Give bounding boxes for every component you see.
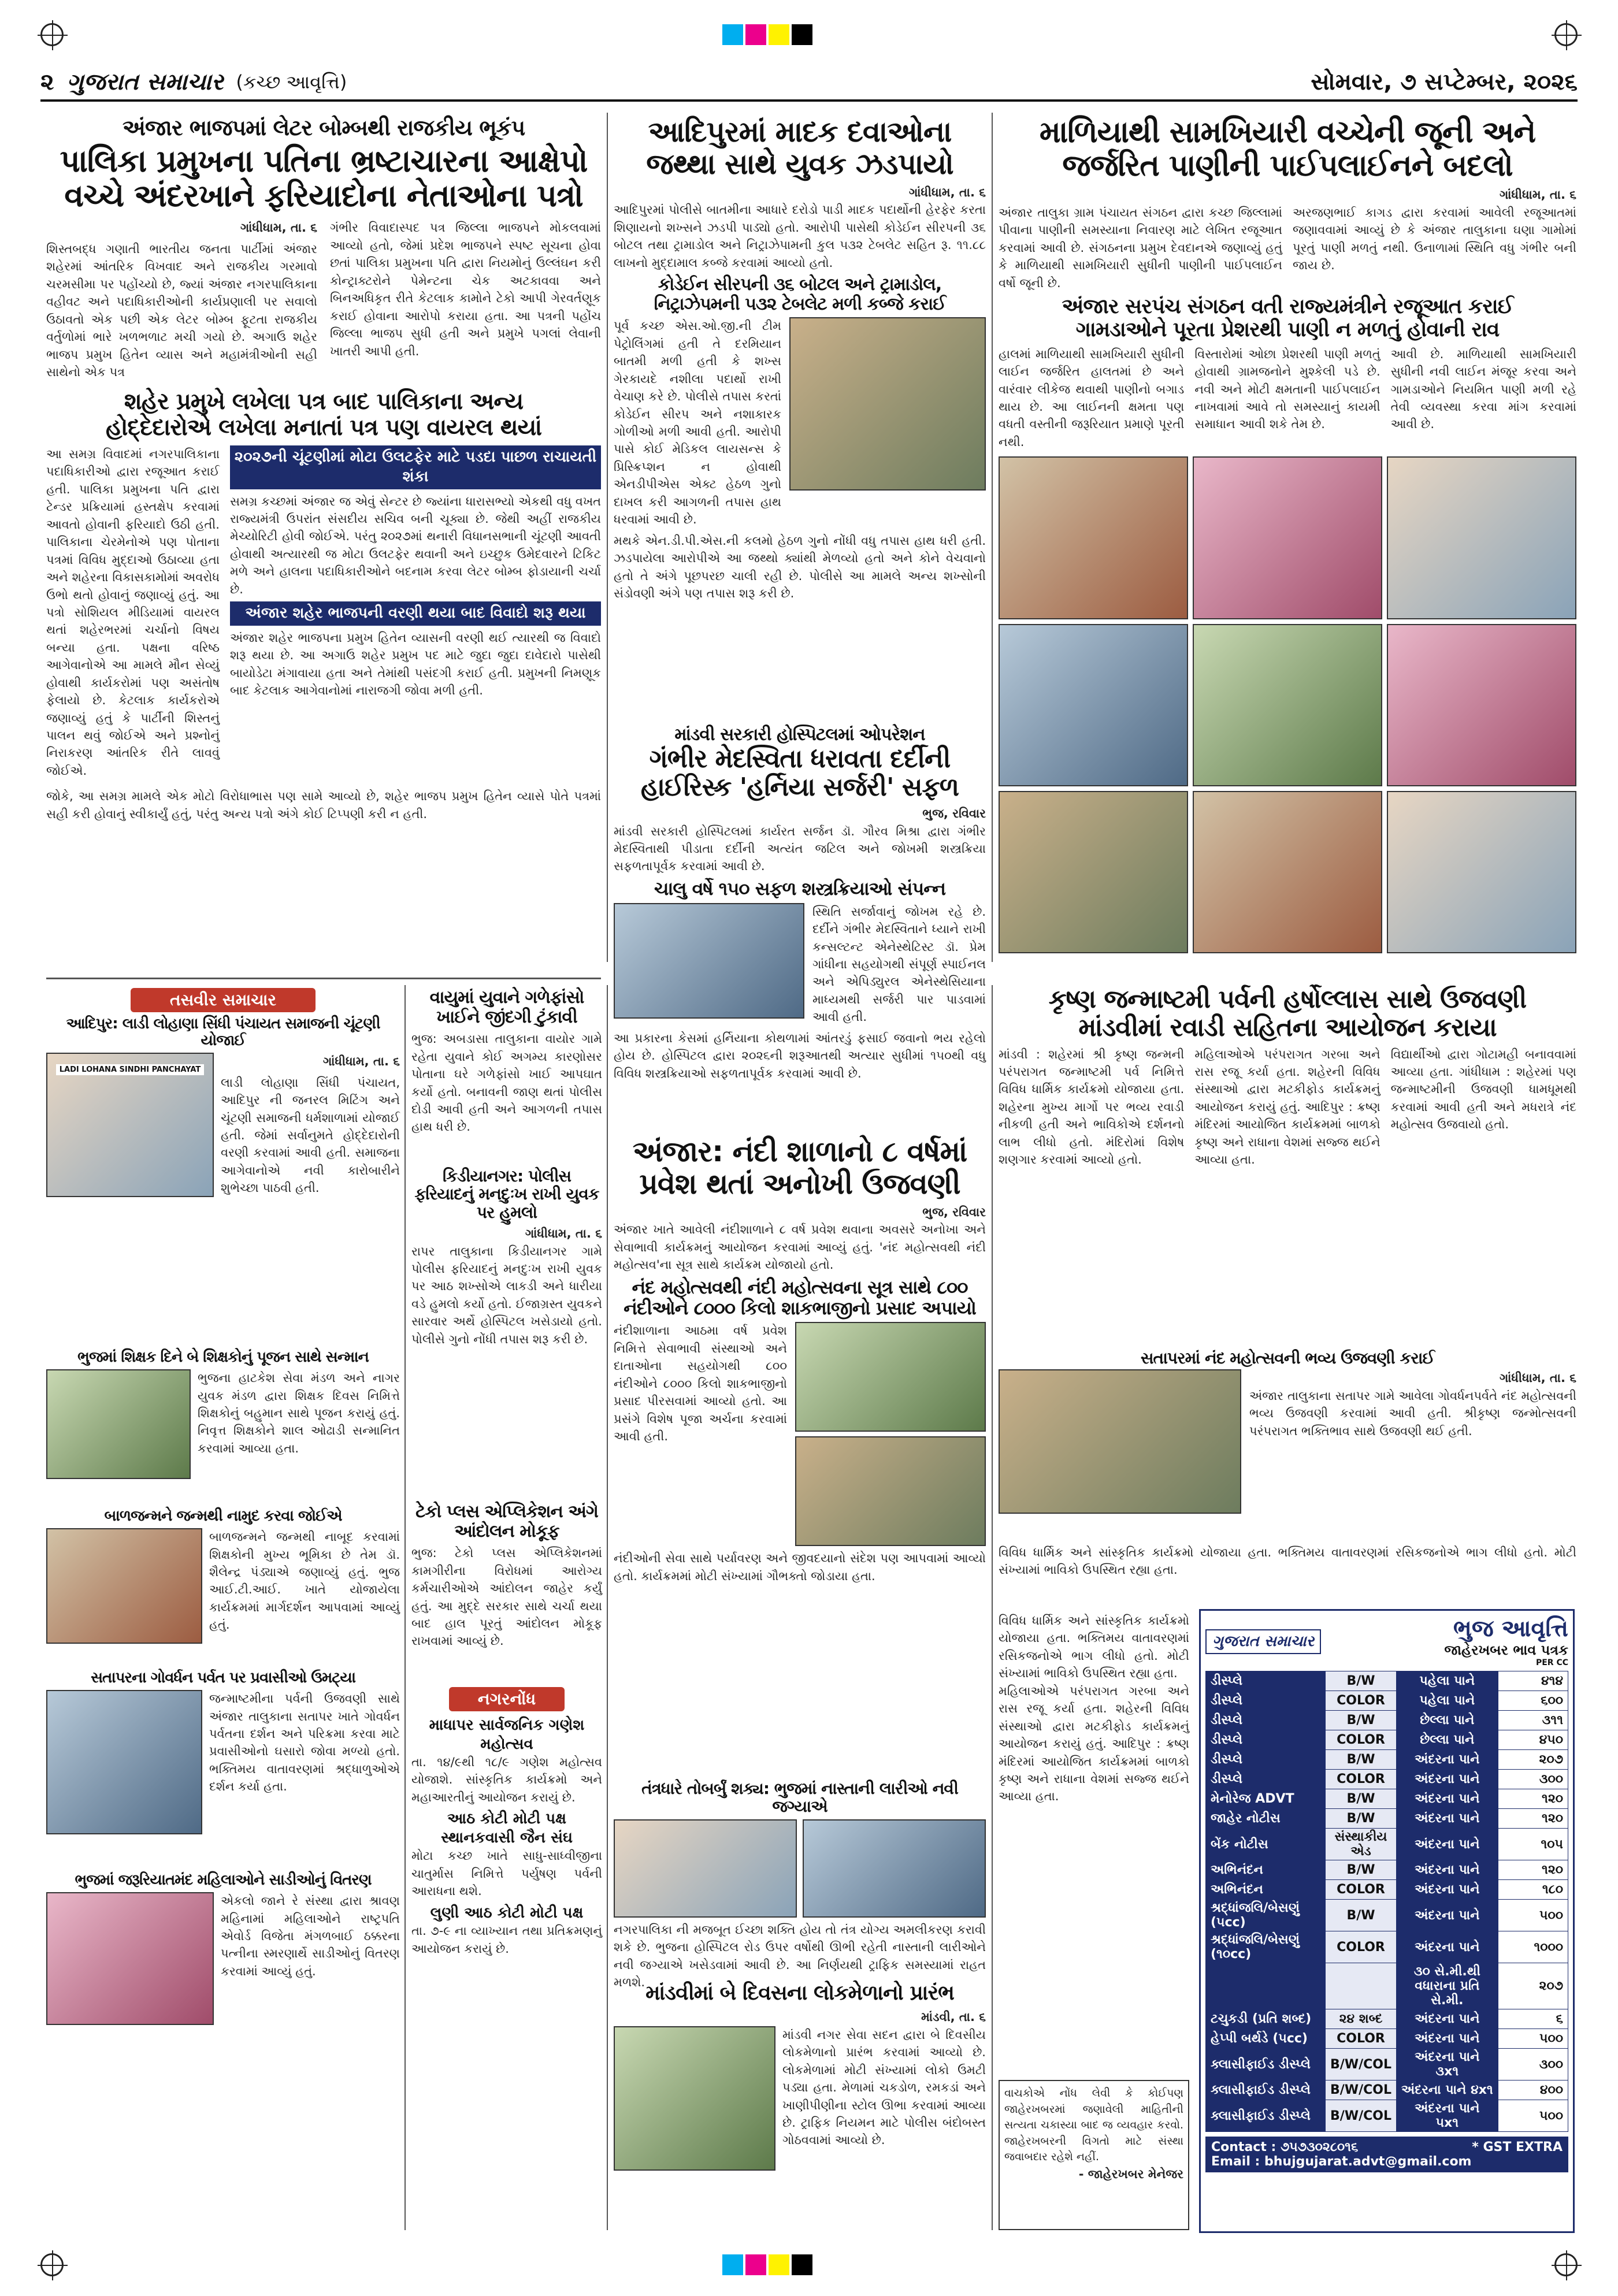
- ad-rate-cell: COLOR: [1326, 1770, 1397, 1789]
- festival-photo: [1193, 791, 1382, 953]
- teacher-body: ભુજના હાટકેશ સેવા મંડળ અને નાગર યુવક મંડળ દ્વારા શિક્ષક દિવસ નિમિત્તે શિક્ષકોનું બહુમાન સાથે પૂજન કરાયું હતું. નિવૃત્ત શિક્ષકોને શાલ ઓઢાડી સન્માનિત કરવામાં આવ્યા હતા.: [198, 1371, 400, 1455]
- ad-rate-row: [1206, 1750, 1568, 1770]
- city-note-body: મોટા કચ્છ ખાતે સાધુ-સાધ્વીજીના ચાતુર્માસ નિમિત્તે પર્યુષણ પર્વની આરાધના થશે.: [411, 1849, 602, 1899]
- adipur-drugs-story: [614, 116, 986, 722]
- ad-rate-row: [1206, 1900, 1568, 1931]
- photo-news-body: લાડી લોહાણા સિંધી પંચાયત, આદિપુર ની જનરલ મિટિંગ અને ચૂંટણી સમાજની ધર્મશાળામાં યોજાઈ હતી. જેમાં સર્વાનુમતે હોદ્દેદારોની વરણી કરવામાં આવી હતી. સમાજના આગેવાનોએ નવી કારોબારીને શુભેચ્છા પાઠવી હતી.: [221, 1075, 400, 1195]
- ad-rate-cell: ૧૮૦: [1498, 1880, 1568, 1900]
- ad-rate-cell: ૪૦૦: [1498, 2080, 1568, 2100]
- photo-news-headline: આદિપુર: લાડી લોહાણા સિંધી પંચાયત સમાજની ચૂંટણી યોજાઈ: [66, 1015, 380, 1050]
- photo-news-dateline: ગાંધીધામ, તા. ૬: [322, 1054, 400, 1069]
- accused-photo: [789, 317, 986, 491]
- children-story: [46, 1508, 400, 1664]
- ad-rate-cell: ૬૦૦: [1498, 1691, 1568, 1711]
- column-rule: [607, 985, 608, 2230]
- ad-rate-cell: B/W: [1326, 1860, 1397, 1880]
- ad-rate-table: [1205, 1671, 1568, 2132]
- reader-notice-body: વાચકોએ નોંધ લેવી કે કોઈપણ જાહેરખબરમાં જણાવેલી માહિતીની સત્યતા ચકાસ્યા બાદ જ વ્યવહાર કરવો. જાહેરખબરની વિગતો માટે સંસ્થા જવાબદાર રહેશે નહીં.: [1004, 2087, 1183, 2164]
- food-cart-photo: [803, 1819, 986, 1918]
- ad-rate-row: [1206, 2100, 1568, 2132]
- ad-rate-cell: ડીસ્પ્લે: [1206, 1671, 1326, 1691]
- pipeline-body: અંજાર તાલુકા ગ્રામ પંચાયત સંગઠન દ્વારા કચ્છ જિલ્લામાં પીવાના પાણીની સમસ્યાના નિવારણ માટે લેખિત રજૂઆત કરવામાં આવી છે. સંગઠનના પ્રમુખ દેવદાનએ જણાવ્યું હતું કે માળિયાથી સામખિયારી સુધીની પાણીની પાઈપલાઈન વર્ષો જૂની છે.: [999, 205, 1282, 290]
- ad-rate-cell: COLOR: [1326, 1691, 1397, 1711]
- ad-rate-cell: B/W: [1326, 1789, 1397, 1809]
- janmashtami-body: મહિલાઓએ પરંપરાગત ગરબા અને રાસ રજૂ કર્યા હતા. શહેરની વિવિધ સંસ્થાઓ દ્વારા મટકીફોડ કાર્યક્રમનું આયોજન કરાયું હતું. આદિપુર : ક્રષ્ણ મંદિરમાં આયોજિત કાર્યક્રમમાં બાળકો કૃષ્ણ અને રાધાના વેશમાં સજ્જ થઈને આવ્યા હતા.: [1194, 1047, 1381, 1167]
- ad-rate-cell: ૩૦ સે.મી.થી વધારાના પ્રતિ સે.મી.: [1397, 1963, 1498, 2009]
- ad-rate-cell: અંદરના પાને: [1397, 2009, 1498, 2029]
- ad-rate-cell: ૨૪ શબ્દ: [1326, 2009, 1397, 2029]
- ad-rate-cell: ૨૦૭: [1498, 1963, 1568, 2009]
- adipur-subhead: કોડેઈન સીરપની ૩૬ બોટલ અને ટ્રામાડોલ, નિટ્રાઝેપમની ૫૩૨ ટેબલેટ મળી કબ્જે કરાઈ: [654, 274, 946, 314]
- ad-rate-cell: ૩૦૦: [1498, 2049, 1568, 2080]
- sarees-story: [46, 1872, 400, 2230]
- masthead: [40, 65, 1578, 102]
- kidia-headline: કિડીયાનગર: પોલીસ ફરિયાદનું મનદુઃખ રાખી યુવક પર હુમલો: [414, 1166, 599, 1222]
- hernia-dateline: ભુજ, રવિવાર: [922, 807, 986, 821]
- registration-mark-bottom-left: [40, 2253, 64, 2276]
- ad-rate-cell: ૫૦૦: [1498, 2029, 1568, 2049]
- adipur-body: આદિપુરમાં પોલીસે બાતમીના આધારે દરોડો પાડી માદક પદાર્થોની હેરફેર કરતા શિણાયનો શખ્સને ઝડપી પાડ્યો હતો. આરોપી પાસેથી કોડેઈન સીરપની ૩૬ બોટલ તથા ટ્રામાડોલ અને નિટ્રાઝેપામની કુલ ૫૩૨ ટેબલેટ સહિત રૂ. ૧૧.૮૮ લાખનો મુદ્દામાલ કબ્જે કરવામાં આવ્યો હતો.: [614, 203, 986, 270]
- page-number: ૨: [40, 69, 54, 95]
- ad-rate-cell: B/W: [1326, 1809, 1397, 1829]
- ad-rate-cell: [1206, 1963, 1326, 2009]
- ad-rate-cell: ૧૨૦: [1498, 1860, 1568, 1880]
- ad-rate-cell: અંદરના પાને ૩x૧: [1397, 2049, 1498, 2080]
- adipur-dateline: ગાંધીધામ, તા. ૬: [908, 185, 986, 199]
- ad-rate-cell: ક્લાસીફાઈડ ડીસ્પ્લે: [1206, 2080, 1326, 2100]
- festival-photo: [1193, 456, 1382, 619]
- ad-rate-cell: ક્લાસીફાઈડ ડીસ્પ્લે: [1206, 2049, 1326, 2080]
- color-bar-top: [722, 24, 812, 45]
- ad-rate-cell: અંદરના પાને: [1397, 2029, 1498, 2049]
- nandi-body: નંદીશાળાના આઠમા વર્ષ પ્રવેશ નિમિત્તે સેવાભાવી સંસ્થાઓ અને દાતાઓના સહયોગથી ૮૦૦ નંદીઓને ૮૦૦૦ કિલો શાકભાજીનો પ્રસાદ પીરસવામાં આવ્યો હતો. આ પ્રસંગે વિશેષ પૂજા અર્ચના કરવામાં આવી હતી.: [614, 1324, 787, 1444]
- ad-rate-cell: COLOR: [1326, 2029, 1397, 2049]
- hernia-headline-line2: હાઈરિસ્ક 'હર્નિયા સર્જરી' સફળ: [640, 772, 959, 802]
- ad-rate-cell: ૪૫૦: [1498, 1730, 1568, 1750]
- ad-rate-cell: અંદરના પાને: [1397, 1900, 1498, 1931]
- ad-rate-row: [1206, 1931, 1568, 1963]
- hernia-kicker: માંડવી સરકારી હોસ્પિટલમાં ઓપરેશન: [674, 725, 925, 745]
- ad-contact-label: Contact :: [1211, 2140, 1276, 2154]
- ad-rate-cell: COLOR: [1326, 1880, 1397, 1900]
- pipeline-dateline: ગાંધીધામ, તા. ૬: [1499, 188, 1576, 202]
- sarees-photo: [46, 1892, 214, 2025]
- festival-photo: [1387, 456, 1576, 619]
- festival-photo: [1193, 624, 1382, 786]
- ad-rate-cell: ૧૨૦: [1498, 1789, 1568, 1809]
- food-cart-headline: તંત્રધારે તોબર્બું શક્ય: ભુજમાં નાસ્તાની લારીઓ નવી જગ્યાએ: [641, 1779, 958, 1816]
- adipur-headline-line1: આદિપુરમાં માદક દવાઓના: [648, 115, 952, 148]
- ad-rate-cell: અંદરના પાને ૫x૧: [1397, 2100, 1498, 2132]
- nandi-body: નંદીઓની સેવા સાથે પર્યાવરણ અને જીવદયાનો સંદેશ પણ આપવામાં આવ્યો હતો. કાર્યક્રમમાં મોટી સંખ્યામાં ગૌભક્તો જોડાયા હતા.: [614, 1551, 986, 1583]
- hernia-body: માંડવી સરકારી હોસ્પિટલમાં કાર્યરત સર્જન ડૉ. ગૌરવ મિશ્રા દ્વારા ગંભીર મેદસ્વિતાથી પીડાતા દર્દીની અત્યંત જટિલ અને જોખમી શસ્ત્રક્રિયા સફળતાપૂર્વક કરવામાં આવી છે.: [614, 824, 986, 874]
- nand-mahotsav-dateline: ગાંધીધામ, તા. ૬: [1499, 1371, 1576, 1385]
- adipur-headline-line2: જથ્થા સાથે યુવક ઝડપાયો: [646, 147, 953, 181]
- nandi-body: અંજાર ખાતે આવેલી નંદીશાળાને ૮ વર્ષ પ્રવેશ થવાના અવસરે અનોખા અને સેવાભાવી કાર્યક્રમનું આયોજન કરવામાં આવ્યું હતું. 'નંદ મહોત્સવથી નંદી મહોત્સવ'ના સૂત્ર સાથે કાર્યક્રમ યોજાયો હતો.: [614, 1223, 986, 1272]
- festival-photo: [1387, 791, 1576, 953]
- color-bar-bottom: [722, 2254, 812, 2275]
- lead-subhead-line2: હોદ્દેદારોએ લખેલા મનાતાં પત્ર પણ વાયરલ થયાં: [105, 414, 542, 441]
- ad-edition-title: ભુજ આવૃત્તિ: [1453, 1615, 1568, 1642]
- city-note-body: તા. ૧૪/૯થી ૧૮/૯ ગણેશ મહોત્સવ યોજાશે. સાંસ્કૃતિક કાર્યક્રમો અને મહાઆરતીનું આયોજન કરાયું છે.: [411, 1755, 602, 1804]
- hernia-body: આ પ્રકારના કેસમાં હર્નિયાના કોથળામાં આંતરડું ફસાઈ જવાનો ભય રહેલો હોય છે. હોસ્પિટલ દ્વારા ૨૦૨૬ની શરૂઆતથી અત્યાર સુધીમાં ૧૫૦થી વધુ વિવિધ શસ્ત્રક્રિયાઓ સફળતાપૂર્વક કરવામાં આવી છે.: [614, 1031, 986, 1080]
- hernia-headline-line1: ગંભીર મેદસ્વિતા ધરાવતા દર્દીની: [649, 744, 951, 774]
- pipeline-story: [999, 116, 1576, 959]
- tekko-body: ભુજ: ટેકો પ્લસ એપ્લિકેશનમાં કામગીરીના વિરોધમાં આરોગ્ય કર્મચારીઓએ આંદોલન જાહેર કર્યું હતું. આ મુદ્દે સરકાર સાથે ચર્ચા થયા બાદ હાલ પૂરતું આંદોલન મોકૂફ રાખવામાં આવ્યું છે.: [411, 1546, 602, 1648]
- column-rule: [992, 113, 993, 962]
- ad-rate-row: [1206, 1880, 1568, 1900]
- ad-rate-cell: મેનોરેજ ADVT: [1206, 1789, 1326, 1809]
- sarees-body: એકલો જાને રે સંસ્થા દ્વારા શ્રાવણ મહિનામાં મહિલાઓને રાષ્ટ્રપતિ એવોર્ડ વિજેતા મંગળબાઈ ઠક્કરના પત્નીના સ્મરણાર્થે સાડીઓનું વિતરણ કરવામાં આવ્યું હતું.: [221, 1894, 400, 1978]
- children-body: બાળજન્મને જન્મથી નાબૂદ કરવામાં શિક્ષકોની મુખ્ય ભૂમિકા છે તેમ ડૉ. શૈલેન્દ્ર પંડ્યાએ જણાવ્યું હતું. ભુજ આઈ.ટી.આઈ. ખાતે યોજાયેલા કાર્યક્રમમાં માર્ગદર્શન આપવામાં આવ્યું હતું.: [209, 1530, 400, 1632]
- ad-rate-row: [1206, 1809, 1568, 1829]
- ad-rate-row: [1206, 2029, 1568, 2049]
- ad-unit-label: PER CC: [1535, 1658, 1568, 1667]
- section-rule: [46, 978, 601, 979]
- ad-rate-cell: ૩૦૦: [1498, 1770, 1568, 1789]
- festival-photo: [999, 791, 1188, 953]
- ad-rate-cell: અંદરના પાને ૪x૧: [1397, 2080, 1498, 2100]
- city-note-title: આઠ કોટી મોટી પક્ષ સ્થાનકવાસી જૈન સંઘ: [440, 1810, 573, 1847]
- pipeline-headline-line1: માળિયાથી સામખિયારી વચ્ચેની જૂની અને: [1039, 115, 1536, 150]
- ad-rate-cell: શ્રદ્ધાંજલિ/બેસણું (૧૦cc): [1206, 1931, 1326, 1963]
- ad-rate-row: [1206, 1829, 1568, 1860]
- nandi-headline-line2: પ્રવેશ થતાં અનોખી ઉજવણી: [639, 1167, 960, 1201]
- festival-photo: [999, 456, 1188, 619]
- satapar-headline: સતાપરના ગોવર્ધન પર્વત પર પ્રવાસીઓ ઉમટ્યા: [90, 1669, 356, 1686]
- ad-rate-cell: COLOR: [1326, 1931, 1397, 1963]
- city-note-title: લુણી આઠ કોટી મોટી પક્ષ: [430, 1904, 584, 1922]
- ad-rate-cell: અંદરના પાને: [1397, 1750, 1498, 1770]
- ad-rate-cell: B/W/COL: [1326, 2100, 1397, 2132]
- ad-rate-cell: સંસ્થાકીય એડ: [1326, 1829, 1397, 1860]
- ad-rate-cell: પહેલા પાને: [1397, 1671, 1498, 1691]
- ad-rate-cell: B/W: [1326, 1750, 1397, 1770]
- pipeline-body: આવી છે. માળિયાથી સામખિયારી સુધીની નવી લાઈન મંજૂર કરવા અને ગામડાઓને નિયમિત પાણી મળી રહે તેવી વ્યવસ્થા કરવા માંગ કરવામાં આવી છે.: [1390, 347, 1576, 432]
- anjar-box-body: અંજાર શહેર ભાજપના પ્રમુખ હિતેન વ્યાસની વરણી થઈ ત્યારથી જ વિવાદો શરૂ થયા છે. આ અગાઉ શહેર પ્રમુખ પદ માટે જુદા જુદા દાવેદારો પાસેથી બાયોડેટા મંગાવાયા હતા અને તેમાંથી પસંદગી કરાઈ હતી. પ્રમુખની નિમણૂક બાદ કેટલાક આગેવાનોમાં નારાજગી જોવા મળી હતી.: [230, 631, 601, 698]
- hernia-subhead: ચાલુ વર્ષે ૧૫૦ સફળ શસ્ત્રક્રિયાઓ સંપન્ન: [654, 877, 946, 900]
- satapar-photo: [46, 1690, 202, 1834]
- ad-rate-cell: ૫૦૦: [1498, 2100, 1568, 2132]
- ad-rate-cell: [1326, 1963, 1397, 2009]
- nandi-story: [614, 1135, 986, 1771]
- election-box-body: સમગ્ર કચ્છમાં અંજાર જ એવું સેન્ટર છે જ્યાંના ધારાસભ્યો એકથી વધુ વખત રાજ્યમંત્રી ઉપરાંત સંસદીય સચિવ બની ચૂક્યા છે. જેથી અહીં રાજકીય મેચ્યોરિટી હોવી જોઈએ. પરંતુ ૨૦૨૭માં થનારી વિધાનસભાની ચૂંટણી આવતી હોવાથી અત્યારથી જ મોટા ઉલટફેર થવાની અને ઇચ્છુક ઉમેદવારને ટિકિટ મળે અને હાલના પદાધિકારીઓને બદનામ કરવા લેટર બોમ્બ ફોડાયાની ચર્ચા છે.: [230, 494, 601, 596]
- photo-news: [46, 988, 400, 1346]
- ad-rate-cell: B/W/COL: [1326, 2049, 1397, 2080]
- ad-rate-cell: ૨૦૭: [1498, 1750, 1568, 1770]
- ad-rate-row: [1206, 1711, 1568, 1730]
- panchayat-photo: [46, 1053, 214, 1197]
- janmashtami-body: માંડવી : શહેરમાં શ્રી કૃષ્ણ જન્મની પરંપરાગત જન્માષ્ટમી પર્વ નિમિત્તે વિવિધ ધાર્મિક કાર્યક્રમો યોજાયા હતા. શહેરના મુખ્ય માર્ગો પર ભવ્ય રવાડી નીકળી હતી અને ભાવિકોએ દર્શનનો લાભ લીધો હતો. મંદિરોમાં વિશેષ શણગાર કરવામાં આવ્યો હતો.: [999, 1047, 1185, 1167]
- ad-rate-cell: B/W/COL: [1326, 2080, 1397, 2100]
- ad-rate-cell: ૧૦૦૦: [1498, 1931, 1568, 1963]
- nand-mahotsav-continued: [999, 1544, 1576, 1602]
- ad-rate-cell: અંદરના પાને: [1397, 1809, 1498, 1829]
- registration-mark-bottom-right: [1554, 2253, 1578, 2276]
- kidia-body: રાપર તાલુકાના કિડીયાનગર ગામે પોલીસ ફરિયાદનું મનદુઃખ રાખી યુવક પર આઠ શખ્સોએ લાકડી અને ધારીયા વડે હુમલો કર્યો હતો. ઈજાગ્રસ્ત યુવકને સારવાર અર્થે હોસ્પિટલ ખસેડાયો હતો. પોલીસે ગુનો નોંધી તપાસ શરૂ કરી છે.: [411, 1244, 602, 1346]
- ad-rate-cell: અંદરના પાને: [1397, 1931, 1498, 1963]
- ad-rate-row: [1206, 1770, 1568, 1789]
- ad-rate-cell: અંદરના પાને: [1397, 1770, 1498, 1789]
- pipeline-body: હાલમાં માળિયાથી સામખિયારી સુધીની લાઈન જર્જરિત હાલતમાં છે અને વારંવાર લીકેજ થવાથી પાણીનો બગાડ થાય છે. આ લાઈનની ક્ષમતા પણ વધતી વસ્તીની જરૂરિયાત પ્રમાણે પૂરતી નથી.: [999, 347, 1185, 449]
- ad-rate-cell: ડીસ્પ્લે: [1206, 1770, 1326, 1789]
- ad-rate-cell: ૩૧૧: [1498, 1711, 1568, 1730]
- ad-rate-cell: પહેલા પાને: [1397, 1691, 1498, 1711]
- extra-story-block: [999, 1612, 1189, 2068]
- lead-story: [46, 116, 601, 959]
- registration-mark-top-left: [40, 23, 64, 46]
- ad-email-label: Email :: [1211, 2154, 1260, 2169]
- janmashtami-headline-line1: કૃષ્ણ જન્માષ્ટમી પર્વની હર્ષોલ્લાસ સાથે ઉજવણી: [1048, 984, 1527, 1014]
- ad-rate-cell: અભિનંદન: [1206, 1860, 1326, 1880]
- nand-mahotsav-body: વિવિધ ધાર્મિક અને સાંસ્કૃતિક કાર્યક્રમો યોજાયા હતા. ભક્તિમય વાતાવરણમાં રસિકજનોએ ભાગ લીધો હતો. મોટી સંખ્યામાં ભાવિકો ઉપસ્થિત રહ્યા હતા.: [999, 1545, 1576, 1577]
- ad-email[interactable]: bhujgujarat.advt@gmail.com: [1264, 2154, 1472, 2169]
- lead-headline-line1: પાલિકા પ્રમુખના પતિના ભ્રષ્ટાચારના આક્ષેપો: [60, 142, 588, 179]
- ad-rate-cell: ૫૦૦: [1498, 1900, 1568, 1931]
- city-notes: [411, 1687, 602, 2230]
- food-cart-body: નગરપાલિકા ની મજબૂત ઈચ્છા શક્તિ હોય તો તંત્ર યોગ્ય અમલીકરણ કરાવી શકે છે. ભુજના હોસ્પિટલ રોડ ઉપર વર્ષોથી ઊભી રહેતી નાસ્તાની લારીઓને નવી જગ્યાએ ખસેડવામાં આવી છે. આ નિર્ણયથી ટ્રાફિક સમસ્યામાં રાહત મળશે.: [614, 1922, 986, 1990]
- ad-rate-row: [1206, 2049, 1568, 2080]
- ad-rate-cell: ટચુકડી (પ્રતિ શબ્દ): [1206, 2009, 1326, 2029]
- ad-rate-cell: અંદરના પાને: [1397, 1880, 1498, 1900]
- election-box-title: ૨૦૨૭ની ચૂંટણીમાં મોટા ઉલટફેર માટે પડદા પાછળ રાચાયતી શંકા: [230, 445, 601, 489]
- festival-photo: [1387, 624, 1576, 786]
- lead-sub-body: જોકે, આ સમગ્ર મામલે એક મોટો વિરોધાભાસ પણ સામે આવ્યો છે, શહેર ભાજપ પ્રમુખ હિતેન વ્યાસે પોતે પત્રમાં સહી કરી હોવાનું સ્વીકાર્યું હતું, પરંતુ અન્ય પત્રો અંગે કોઈ ટિપ્પણી કરી ન હતી.: [46, 789, 601, 821]
- ad-rate-cell: ડીસ્પ્લે: [1206, 1691, 1326, 1711]
- lead-body: શિસ્તબદ્ધ ગણાતી ભારતીય જનતા પાર્ટીમાં અંજાર શહેરમાં આંતરિક વિખવાદ અને રાજકીય ગરમાવો ચરમસીમા પર પહોંચ્યો છે, જ્યાં અંજાર નગરપાલિકાના વહીવટ અને પદાધિકારીઓની કાર્યપ્રણાલી પર સવાલો ઉઠાવતો એક પછી એક લેટર બોમ્બ ફૂટતા રાજકીય વર્તુળોમાં ભારે ખળભળાટ મચી ગયો છે. અગાઉ શહેર ભાજપ પ્રમુખ હિતેન વ્યાસ અને મહામંત્રીઓની સહી સાથેનો એક પત્ર: [46, 242, 317, 379]
- pipeline-subhead-2: ગામડાઓને પૂરતા પ્રેશરથી પાણી ન મળતું હોવાની રાવ: [1075, 318, 1500, 342]
- children-headline: બાળજન્મને જન્મથી નામુદ કરવા જોઈએ: [104, 1507, 342, 1525]
- adipur-body: પૂર્વ કચ્છ એસ.ઓ.જી.ની ટીમ પેટ્રોલિંગમાં હતી તે દરમિયાન બાતમી મળી હતી કે શખ્સ ગેરકાયદે નશીલા પદાર્થો રાખી વેચાણ કરે છે. પોલીસે તપાસ કરતાં કોડેઈન સીરપ અને નશાકારક ગોળીઓ મળી આવી હતી. આરોપી પાસે કોઈ મેડિકલ લાયસન્સ કે પ્રિસ્ક્રિપ્શન ન હોવાથી એનડીપીએસ એક્ટ હેઠળ ગુનો દાખલ કરી આગળની તપાસ હાથ ધરવામાં આવી છે.: [614, 319, 781, 527]
- ad-contact-number: ૭૫૭૩૦૨૮૦૧૬: [1280, 2140, 1359, 2154]
- food-cart-story: [614, 1779, 986, 1990]
- ad-rate-cell: છેલ્લા પાને: [1397, 1711, 1498, 1730]
- edition-label: (કચ્છ આવૃત્તિ): [236, 70, 347, 93]
- food-cart-photo: [614, 1819, 797, 1918]
- satapar-tourists-story: [46, 1670, 400, 1866]
- reader-notice-sign: - જાહેરખબર મેનેજર: [1078, 2167, 1183, 2181]
- tekko-headline: ટેકો પ્લસ એપ્લિકેશન અંગે આંદોલન મોકૂફ: [415, 1502, 598, 1541]
- ad-rate-cell: COLOR: [1326, 1730, 1397, 1750]
- festival-photo: [999, 624, 1188, 786]
- ad-rate-cell: છેલ્લા પાને: [1397, 1730, 1498, 1750]
- hernia-body: સ્થિતિ સર્જાવાનું જોખમ રહે છે. દર્દીને ગંભીર મેદસ્વિતાને ધ્યાને રાખી કન્સલ્ટન્ટ એનેસ્થેટિસ્ટ ડૉ. પ્રેમ ગાંધીના સહયોગથી સંપૂર્ણ સ્પાઈનલ અને એપિડ્યુરલ એનેસ્થેસિયાના માધ્યમથી સર્જરી પાર પાડવામાં આવી હતી.: [812, 904, 986, 1024]
- ad-rate-cell: ૪૧૪: [1498, 1671, 1568, 1691]
- ad-rate-cell: જાહેર નોટીસ: [1206, 1809, 1326, 1829]
- ad-rate-cell: અભિનંદન: [1206, 1880, 1326, 1900]
- satapar-body: જન્માષ્ટમીના પર્વની ઉજવણી સાથે અંજાર તાલુકાના સતાપર ખાતે ગોવર્ધન પર્વતના દર્શન અને પરિક્રમા કરવા માટે પ્રવાસીઓનો ઘસારો જોવા મળ્યો હતો. ભક્તિમય વાતાવરણમાં શ્રદ્ધાળુઓએ દર્શન કર્યા હતા.: [209, 1692, 400, 1794]
- issue-date: સોમવાર, ૭ સપ્ટેમ્બર, ૨૦૨૬: [1311, 69, 1578, 95]
- fair-photo: [614, 2026, 775, 2171]
- ad-rate-cell: હેપ્પી બર્થડે (૫cc): [1206, 2029, 1326, 2049]
- lead-kicker: અંજાર ભાજપમાં લેટર બોમ્બથી રાજકીય ભૂકંપ: [122, 115, 525, 140]
- ad-rate-card: [1199, 1609, 1575, 2233]
- mahotsav-photo: [999, 1369, 1241, 1514]
- hernia-story: [614, 725, 986, 1130]
- city-note-title: માધાપર સાર્વજનિક ગણેશ મહોત્સવ: [429, 1717, 585, 1753]
- registration-mark-top-right: [1554, 23, 1578, 46]
- ad-rate-cell: ડીસ્પ્લે: [1206, 1711, 1326, 1730]
- ad-rate-row: [1206, 1671, 1568, 1691]
- ad-rate-row: [1206, 1860, 1568, 1880]
- ad-rate-cell: B/W: [1326, 1711, 1397, 1730]
- teacher-photo: [46, 1369, 191, 1479]
- ad-rate-cell: ૧૦૫: [1498, 1829, 1568, 1860]
- janmashtami-story: [999, 985, 1576, 1343]
- ad-rate-row: [1206, 1730, 1568, 1750]
- nandi-subhead: નંદ મહોત્સવથી નંદી મહોત્સવના સૂત્ર સાથે ૮૦૦ નંદીઓને ૮૦૦૦ કિલો શાકભાજીનો પ્રસાદ અપાયો: [624, 1276, 976, 1319]
- nand-mahotsav-body: અંજાર તાલુકાના સતાપર ગામે આવેલા ગોવર્ધનપર્વતે નંદ મહોત્સવની ભવ્ય ઉજવણી કરવામાં આવી હતી. શ્રીકૃષ્ણ જન્મોત્સવની પરંપરાગત ભક્તિભાવ સાથે ઉજવણી થઈ હતી.: [1249, 1388, 1576, 1438]
- column-rule: [607, 113, 608, 962]
- paper-name: ગુજરાત સમાચાર: [66, 69, 224, 95]
- adipur-body: મથકે એન.ડી.પી.એસ.ની કલમો હેઠળ ગુનો નોંધી વધુ તપાસ હાથ ધરી હતી. ઝડપાયેલા આરોપીએ આ જથ્થો ક્યાંથી મેળવ્યો હતો અને કોને વેચવાનો હતો તે અંગે પૂછપરછ ચાલી રહી છે. પોલીસે આ મામલે અન્ય શખ્સોની સંડોવણી અંગે પણ તપાસ શરૂ કરી છે.: [614, 533, 986, 600]
- surgery-photo: [614, 903, 804, 1019]
- reader-notice: [999, 2080, 1189, 2230]
- sarees-headline: ભુજમાં જરૂરિયાતમંદ મહિલાઓને સાડીઓનું વિતરણ: [75, 1871, 372, 1889]
- ad-rate-cell: અંદરના પાને: [1397, 1829, 1498, 1860]
- lead-sub-body: આ સમગ્ર વિવાદમાં નગરપાલિકાના પદાધિકારીઓ દ્વારા રજૂઆત કરાઈ હતી. પાલિકા પ્રમુખના પતિ દ્વારા ટેન્ડર પ્રક્રિયામાં હસ્તક્ષેપ કરવામાં આવતો હોવાની ફરિયાદો ઉઠી હતી. પાલિકાના ચેરમેનોએ પણ પોતાના પત્રમાં વિવિધ મુદ્દાઓ ઉઠાવ્યા હતા અને શહેરના વિકાસકામોમાં અવરોધ ઉભો થતો હોવાનું જણાવ્યું હતું. આ પત્રો સોશિયલ મીડિયામાં વાયરલ થતાં શહેરભરમાં ચર્ચાનો વિષય બન્યા હતા. પક્ષના વરિષ્ઠ આગેવાનોએ આ મામલે મૌન સેવ્યું હોવાથી કાર્યકરોમાં પણ અસંતોષ ફેલાયો છે. કેટલાક કાર્યકરોએ જણાવ્યું હતું કે પાર્ટીની શિસ્તનું પાલન થવું જોઈએ અને પ્રશ્નોનું નિરાકરણ આંતરિક રીતે લાવવું જોઈએ.: [46, 447, 220, 778]
- anjar-box-title: અંજાર શહેર ભાજપની વરણી થયા બાદ વિવાદો શરૂ થયા: [230, 601, 601, 626]
- ad-rate-row: [1206, 1963, 1568, 2009]
- cattle-feeding-photo: [795, 1436, 986, 1546]
- kidia-dateline: ગાંધીધામ, તા. ૬: [525, 1227, 602, 1241]
- column-rule: [992, 985, 993, 2230]
- city-note-body: તા. ૭-૯ ના વ્યાખ્યાન તથા પ્રતિક્રમણનું આયોજન કરાયું છે.: [411, 1924, 602, 1956]
- fair-body: માંડવી નગર સેવા સદન દ્વારા બે દિવસીય લોકમેળાનો પ્રારંભ કરવામાં આવ્યો છે. લોકમેળામાં મોટી સંખ્યામાં લોકો ઉમટી પડ્યા હતા. મેળામાં ચકડોળ, રમકડાં અને ખાણીપીણીના સ્ટોલ ઊભા કરવામાં આવ્યા છે. ટ્રાફિક નિયમન માટે પોલીસ બંદોબસ્ત ગોઠવવામાં આવ્યો છે.: [782, 2027, 986, 2148]
- nandi-headline-line1: અંજાર: નંદી શાળાનો ૮ વર્ષમાં: [632, 1135, 967, 1168]
- ad-gst-note: * GST EXTRA: [1472, 2140, 1563, 2154]
- pipeline-body: વિસ્તારોમાં ઓછા પ્રેશરથી પાણી મળતું હોવાથી ગ્રામજનોને મુશ્કેલી પડે છે. નવી અને મોટી ક્ષમતાની પાઈપલાઈન નાખવામાં આવે તો સમસ્યાનું કાયમી સમાધાન આવી શકે તેમ છે.: [1194, 347, 1381, 432]
- ad-rate-cell: B/W: [1326, 1900, 1397, 1931]
- children-photo: [46, 1528, 202, 1644]
- kidia-story: [411, 1167, 602, 1496]
- nand-mahotsav-story: [999, 1349, 1576, 1540]
- ad-rate-cell: બેંક નોટીસ: [1206, 1829, 1326, 1860]
- pipeline-body: અરજણભાઈ કાગડ દ્વારા કરવામાં આવેલી રજૂઆતમાં જણાવવામાં આવ્યું છે કે અંજાર તાલુકાના ઘણા ગામોમાં પૂરતું પાણી મળતું નથી. ઉનાળામાં સ્થિતિ વધુ ગંભીર બની જાય છે.: [1293, 205, 1576, 273]
- nandi-dateline: ભુજ, રવિવાર: [922, 1205, 986, 1219]
- ad-rate-cell: અંદરના પાને: [1397, 1860, 1498, 1880]
- ad-rate-cell: B/W: [1326, 1671, 1397, 1691]
- vayu-body: ભુજ: અબડાસા તાલુકાના વાયોર ગામે રહેતા યુવાને કોઈ અગમ્ય કારણોસર પોતાના ઘરે ગળેફાંસો ખાઈ આપઘાત કર્યો હતો. બનાવની જાણ થતાં પોલીસ દોડી આવી હતી અને આગળની તપાસ હાથ ધરી છે.: [411, 1032, 602, 1134]
- janmashtami-body: વિવિધ ધાર્મિક અને સાંસ્કૃતિક કાર્યક્રમો યોજાયા હતા. ભક્તિમય વાતાવરણમાં રસિકજનોએ ભાગ લીધો હતો. મોટી સંખ્યામાં ભાવિકો ઉપસ્થિત રહ્યા હતા.: [999, 1614, 1189, 1681]
- panchayat-banner: LADI LOHANA SINDHI PANCHAYAT: [56, 1064, 205, 1075]
- lead-headline-line2: વચ્ચે અંદરખાને ફરિયાદોના નેતાઓના પત્રો: [64, 177, 583, 214]
- nand-mahotsav-headline: સતાપરમાં નંદ મહોત્સવની ભવ્ય ઉજવણી કરાઈ: [1140, 1348, 1435, 1368]
- ad-rate-cell: ક્લાસીફાઈડ ડીસ્પ્લે: [1206, 2100, 1326, 2132]
- column-rule: [404, 985, 406, 2230]
- ad-rate-subtitle: જાહેરખબર ભાવ પત્રક: [1444, 1642, 1568, 1658]
- teacher-headline: ભુજમાં શિક્ષક દિને બે શિક્ષકોનું પૂજન સાથે સન્માન: [77, 1348, 369, 1366]
- pipeline-subhead-1: અંજાર સરપંચ સંગઠન વતી રાજ્યમંત્રીને રજૂઆત કરાઈ: [1062, 295, 1513, 319]
- cattle-feeding-photo: [795, 1322, 986, 1432]
- janmashtami-headline-line2: માંડવીમાં રવાડી સહિતના આયોજન કરાયા: [1078, 1013, 1497, 1043]
- lead-subhead-line1: શહેર પ્રમુખે લખેલા પત્ર બાદ પાલિકાના અન્ય: [124, 388, 524, 415]
- ad-rate-cell: ૬: [1498, 2009, 1568, 2029]
- ad-rate-row: [1206, 1789, 1568, 1809]
- city-notes-label: નગરનોંધ: [449, 1687, 565, 1711]
- ad-rate-row: [1206, 2009, 1568, 2029]
- pipeline-headline-line2: જર્જરિત પાણીની પાઈપલાઈનને બદલો: [1062, 148, 1513, 184]
- tekko-story: [411, 1502, 602, 1675]
- janmashtami-body: વિદ્યાર્થીઓ દ્વારા ગોટામહી બનાવવામાં આવ્યા હતા. ગાંધીધામ : શહેરમાં પણ જન્માષ્ટમીની ઉજવણી ધામધૂમથી કરવામાં આવી હતી અને મધરાત્રે નંદ મહોત્સવ ઉજવાયો હતો.: [1390, 1047, 1576, 1132]
- vayu-headline: વાયુમાં યુવાને ગળેફાંસો ખાઈને જીંદગી ટુંકાવી: [429, 987, 584, 1027]
- ad-rate-cell: ડીસ્પ્લે: [1206, 1750, 1326, 1770]
- ad-rate-row: [1206, 2080, 1568, 2100]
- ad-rate-cell: ડીસ્પ્લે: [1206, 1730, 1326, 1750]
- lead-dateline: ગાંધીધામ, તા. ૬: [240, 221, 317, 235]
- fair-story: [614, 1982, 986, 2230]
- fair-dateline: માંડવી, તા. ૬: [921, 2010, 986, 2024]
- lead-body: ગંભીર વિવાદાસ્પદ પત્ર જિલ્લા ભાજપને મોકલવામાં આવ્યો હતો, જેમાં પ્રદેશ ભાજપને સ્પષ્ટ સૂચના હોવા છતાં પાલિકા પ્રમુખના પતિ દ્વારા નિયમોનું ઉલ્લંઘન કરી કોન્ટ્રાક્ટરોને પેમેન્ટના ચેક અટકાવવા અને બિનઅધિકૃત રીતે કેટલાક કામોને ટેકો આપી ગેરવર્તણૂક કરાઈ હોવાના આરોપો કરાયા હતા. આ પત્રની પહોંચ જિલ્લા ભાજપ સુધી હતી અને પ્રમુખે પગલાં લેવાની ખાતરી આપી હતી.: [330, 221, 601, 358]
- ad-rate-cell: ૧૨૦: [1498, 1809, 1568, 1829]
- photo-news-label: તસવીર સમાચાર: [131, 988, 316, 1012]
- ad-paper-logo: ગુજરાત સમાચાર: [1205, 1629, 1321, 1654]
- ad-rate-row: [1206, 1691, 1568, 1711]
- teacher-story: [46, 1349, 400, 1502]
- vayu-story: [411, 988, 602, 1161]
- ad-rate-cell: શ્રદ્ધાંજલિ/બેસણું (૫cc): [1206, 1900, 1326, 1931]
- fair-headline: માંડવીમાં બે દિવસના લોકમેળાનો પ્રારંભ: [645, 1981, 954, 2005]
- janmashtami-body: મહિલાઓએ પરંપરાગત ગરબા અને રાસ રજૂ કર્યા હતા. શહેરની વિવિધ સંસ્થાઓ દ્વારા મટકીફોડ કાર્યક્રમનું આયોજન કરાયું હતું. આદિપુર : ક્રષ્ણ મંદિરમાં આયોજિત કાર્યક્રમમાં બાળકો કૃષ્ણ અને રાધાના વેશમાં સજ્જ થઈને આવ્યા હતા.: [999, 1684, 1189, 1804]
- ad-rate-cell: અંદરના પાને: [1397, 1789, 1498, 1809]
